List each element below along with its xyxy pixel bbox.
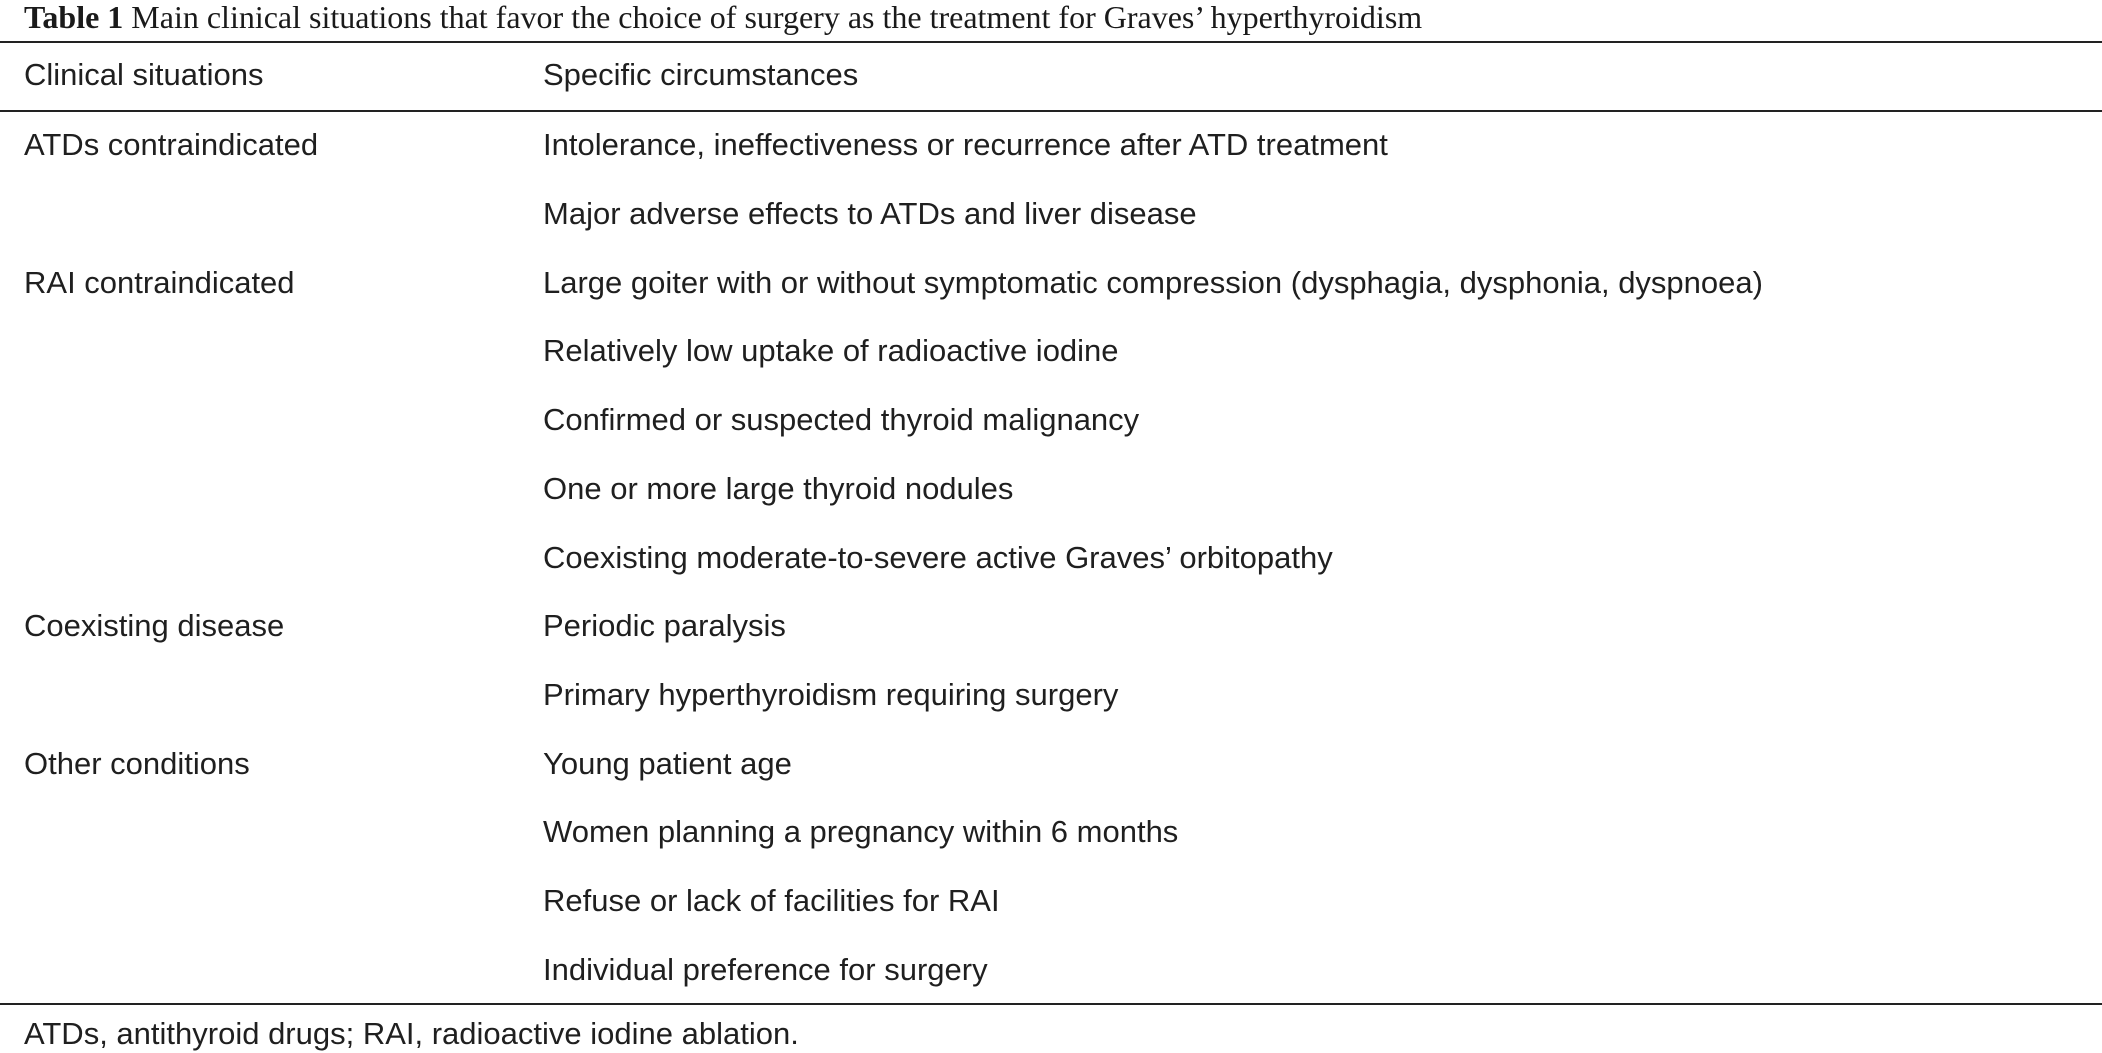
table-header-rule [0,110,2102,112]
row-1-circumstance: Intolerance, ineffectiveness or recurrence after ATD treatment [543,127,1388,162]
table-caption-label: Table 1 [24,0,124,35]
row-10-circumstance: Young patient age [543,746,792,781]
row-8-circumstance: Periodic paralysis [543,608,786,643]
row-10-situation: Other conditions [24,746,250,781]
row-3-circumstance: Large goiter with or without symptomatic compression (dysphagia, dysphonia, dyspnoea) [543,265,1763,300]
row-1-situation: ATDs contraindicated [24,127,319,162]
row-7-circumstance: Coexisting moderate-to-severe active Graves’ orbitopathy [543,540,1333,575]
row-12-circumstance: Refuse or lack of facilities for RAI [543,883,1000,918]
table-top-rule [0,41,2102,43]
table-caption-text: Main clinical situations that favor the choice of surgery as the treatment for Graves’ hyperthyroidism [131,0,1423,35]
row-6-circumstance: One or more large thyroid nodules [543,471,1014,506]
header-specific-circumstances: Specific circumstances [543,57,859,92]
row-11-circumstance: Women planning a pregnancy within 6 months [543,814,1179,849]
row-4-circumstance: Relatively low uptake of radioactive iodine [543,333,1119,368]
table-caption [24,0,1422,40]
row-9-circumstance: Primary hyperthyroidism requiring surgery [543,677,1119,712]
header-clinical-situations: Clinical situations [24,57,264,92]
row-2-circumstance: Major adverse effects to ATDs and liver disease [543,196,1197,231]
table-bottom-rule [0,1003,2102,1005]
row-8-situation: Coexisting disease [24,608,285,643]
row-5-circumstance: Confirmed or suspected thyroid malignancy [543,402,1140,437]
row-3-situation: RAI contraindicated [24,265,295,300]
row-13-circumstance: Individual preference for surgery [543,952,988,987]
table-footnote: ATDs, antithyroid drugs; RAI, radioactive iodine ablation. [24,1016,799,1051]
